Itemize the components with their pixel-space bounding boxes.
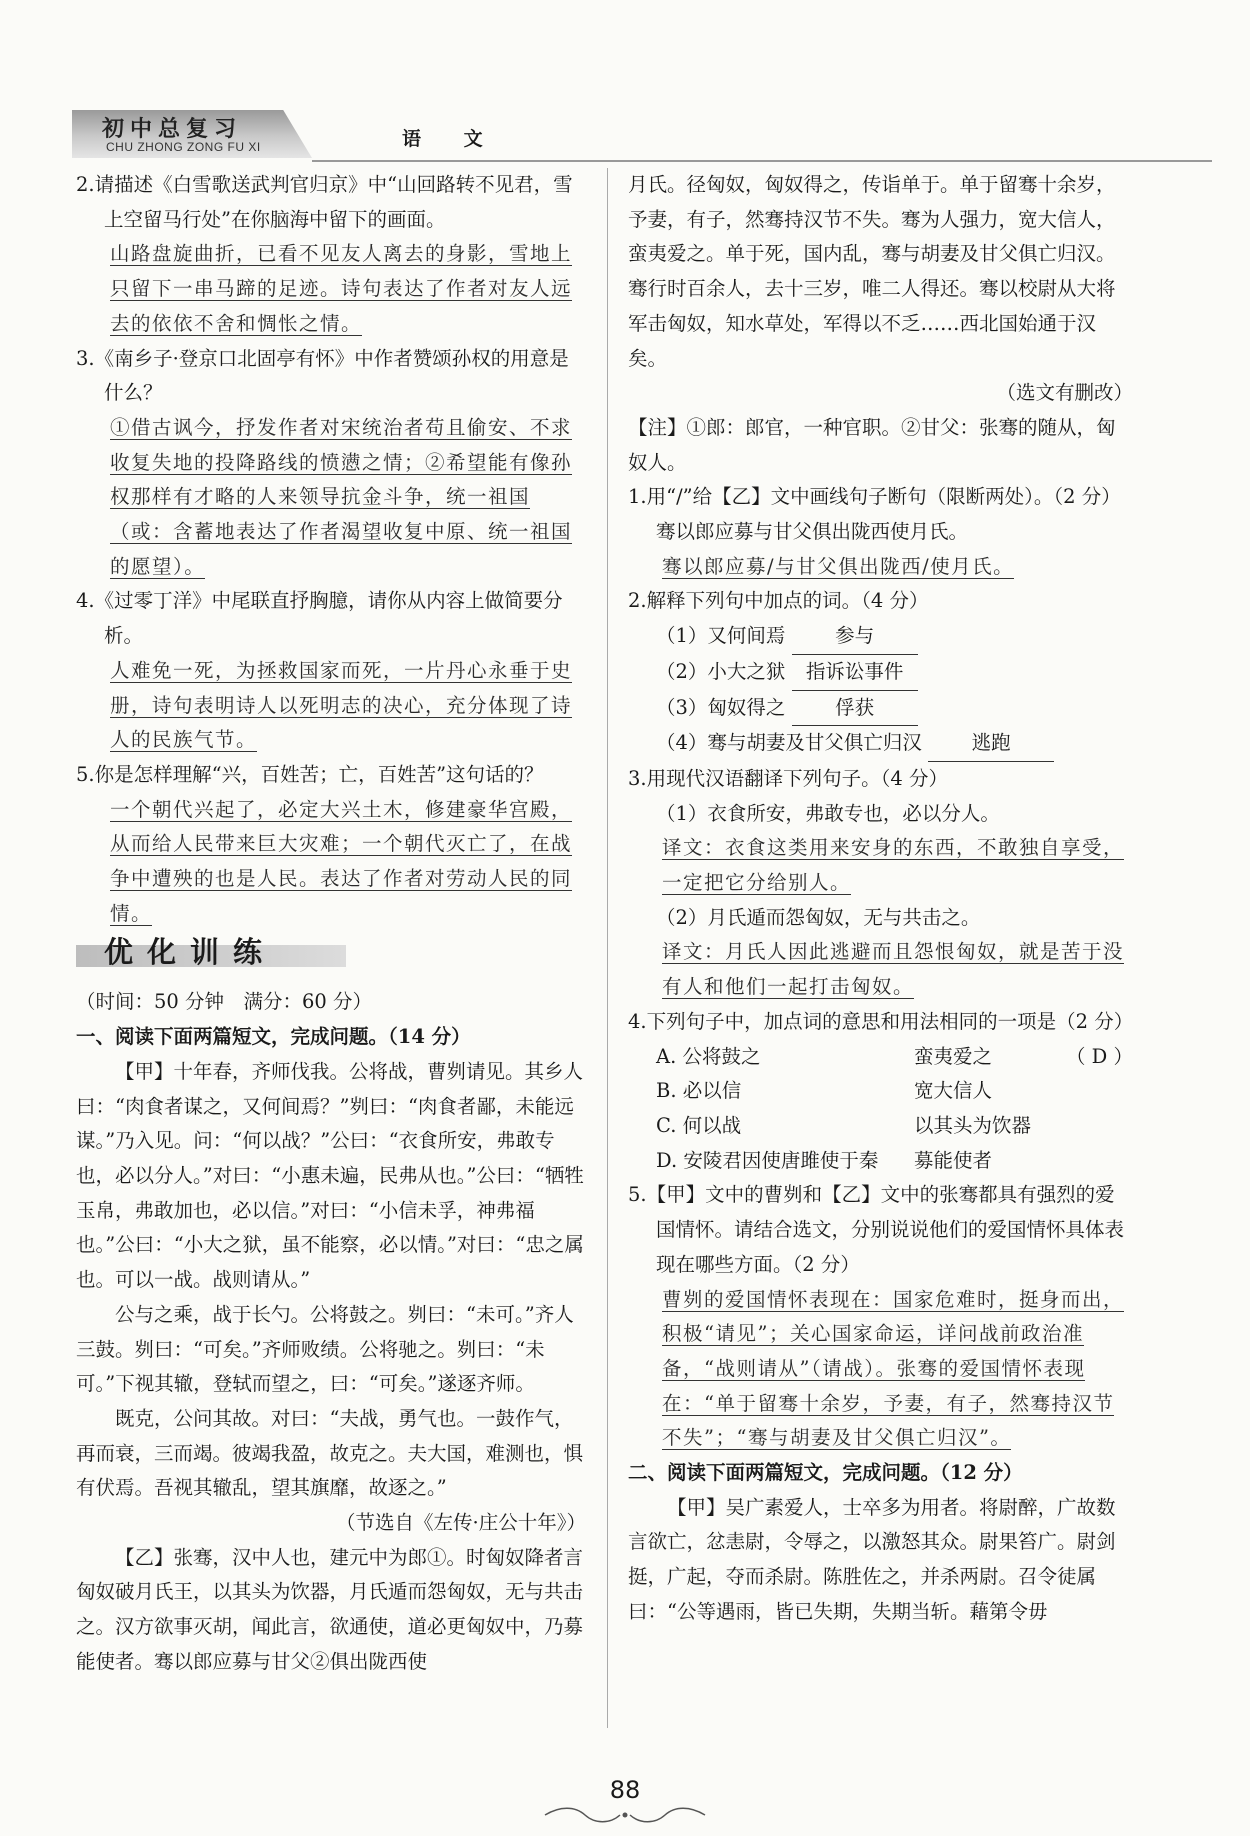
header-subject: 语 文: [402, 128, 501, 150]
right-answer-1-text: 骞以郎应募/与甘父俱出陇西/使月氏。: [662, 554, 1015, 578]
passage-jia-source: （节选自《左传·庄公十年》）: [336, 1511, 586, 1535]
header-title: 初中总复习: [102, 116, 243, 142]
right-question-5: 5.【甲】文中的曹刿和【乙】文中的张骞都具有强烈的爱国情怀。请结合选文，分别说说他们的爱国情怀具体表现在哪些方面。（2 分）: [628, 1183, 1125, 1276]
passage-yi-source: （选文有删改）: [996, 381, 1133, 405]
question-4: 4.《过零丁洋》中尾联直抒胸臆，请你从内容上做简要分析。: [76, 589, 563, 648]
answer-2: [104, 237, 586, 341]
right-column: [628, 168, 1133, 1630]
right-q3-translation-1: [656, 831, 1133, 900]
answer-4: [104, 654, 586, 758]
option-a: D. 安陵君因使唐雎使于秦: [656, 1148, 879, 1172]
right-answer-5: [656, 1283, 1133, 1457]
answer-3-text: ①借古讽今，抒发作者对宋统治者苟且偷安、不求收复失地的投降路线的愤懑之情；②希望能有像孙权那样有才略的人来领导抗金斗争，统一祖国（或：含蓄地表达了作者渴望收复中原、统一祖国的愿望）。: [110, 415, 573, 578]
question-2: 2.请描述《白雪歌送武判官归京》中“山回路转不见君，雪上空留马行处”在你脑海中留下的画面。: [76, 173, 573, 231]
right-q3-sentence-2: （2）月氏遁而怨匈奴，无与共击之。: [656, 905, 981, 929]
option-b: 以其头为饮器: [914, 1113, 1032, 1137]
note: 【注】①郎：郎官，一种官职。②甘父：张骞的随从，匈奴人。: [628, 415, 1116, 474]
time-info: （时间：50 分钟 满分：60 分）: [76, 990, 373, 1014]
footer-ornament-icon: [540, 1804, 710, 1826]
answer-4-text: 人难免一死，为拯救国家而死，一片丹心永垂于史册，诗句表明诗人以死明志的决心，充分体现了诗人的民族气节。: [110, 658, 573, 752]
passage-yi-cont: 月氏。径匈奴，匈奴得之，传诣单于。单于留骞十余岁，予妻，有子，然骞持汉节不失。骞为人强力，宽大信人，蛮夷爱之。单于死，国内乱，骞与胡妻及甘父俱亡归汉。骞行时百余人，去十三岁，唯二人得还。骞以校尉从大将军击匈奴，知水草处，军得以不乏……西北国始通于汉矣。: [628, 173, 1116, 370]
right-answer-1: [656, 550, 1133, 585]
passage-yi-p1: 【乙】张骞，汉中人也，建元中为郎①。时匈奴降者言匈奴破月氏王，以其头为饮器，月氏遁而怨匈奴，无与共击之。汉方欲事灭胡，闻此言，欲通使，道必更匈奴中，乃募能使者。骞以郎应募与甘父②俱出陇西使: [76, 1545, 584, 1673]
header-pinyin: CHU ZHONG ZONG FU XI: [106, 140, 261, 154]
right-q3-sentence-1: （1）衣食所安，弗敢专也，必以分人。: [656, 801, 1000, 825]
part2-passage-jia: 【甲】吴广素爱人，士卒多为用者。将尉醉，广故数言欲亡，忿恚尉，令辱之，以激怒其众。尉果笞广。尉剑挺，广起，夺而杀尉。陈胜佐之，并杀两尉。召令徒属曰：“公等遇雨，皆已失期，失期当斩。藉第令毋: [628, 1495, 1116, 1623]
option-b: 蛮夷爱之: [914, 1044, 993, 1068]
passage-jia-p2: 公与之乘，战于长勺。公将鼓之。刿曰：“未可。”齐人三鼓。刿曰：“可矣。”齐师败绩。公将驰之。刿曰：“未可。”下视其辙，登轼而望之，曰：“可矣。”遂逐齐师。: [76, 1302, 574, 1396]
passage-jia-p1: 【甲】十年春，齐师伐我。公将战，曹刿请见。其乡人曰：“肉食者谋之，又何间焉？”刿曰：“肉食者鄙，未能远谋。”乃入见。问：“何以战？”公曰：“衣食所安，弗敢专也，必以分人。”对曰：“小惠未遍，民弗从也。”公曰：“牺牲玉帛，弗敢加也，必以信。”对曰：“小信未孚，神弗福也。”公曰：“小大之狱，虽不能察，必以情。”对曰：“忠之属也。可以一战。战则请从。”: [76, 1059, 584, 1292]
right-q2-item: [628, 655, 1133, 691]
right-q2-item: [628, 691, 1133, 727]
right-answer-5-text: 曹刿的爱国情怀表现在：国家危难时，挺身而出，积极“请见”；关心国家命运，详问战前政治准备，“战则请从”（请战）。张骞的爱国情怀表现在：“单于留骞十余岁，予妻，有子，然骞持汉节不失”；“骞与胡妻及甘父俱亡归汉”。: [662, 1287, 1125, 1450]
right-q2-label: （2）小大之狱: [656, 659, 786, 683]
option-row: [628, 1074, 1133, 1109]
part1-heading: 一、阅读下面两篇短文，完成问题。（14 分）: [76, 1025, 471, 1049]
section-title-text: 优化训练: [104, 935, 277, 970]
question-3: 3.《南乡子·登京口北固亭有怀》中作者赞颂孙权的用意是什么？: [76, 346, 569, 405]
option-b: 宽大信人: [914, 1079, 993, 1103]
column-divider: [607, 168, 608, 1728]
right-q3-translation-2: [656, 935, 1133, 1004]
right-question-3: 3.用现代汉语翻译下列句子。（4 分）: [628, 766, 948, 790]
right-question-4-answer: （ D ）: [1065, 1044, 1133, 1068]
right-q2-answer: 逃跑: [928, 726, 1054, 762]
right-q2-label: （4）骞与胡妻及甘父俱亡归汉: [656, 731, 922, 755]
page-number: 88: [609, 1776, 641, 1804]
right-q3-translation-2-text: 译文：月氏人因此逃避而且怨恨匈奴，就是苦于没有人和他们一起打击匈奴。: [662, 940, 1125, 999]
right-q2-answer: 指诉讼事件: [792, 655, 918, 691]
option-row: [628, 1144, 1133, 1179]
right-question-4-text: 4.下列句子中，加点词的意思和用法相同的一项是（2 分）: [628, 1009, 1134, 1033]
option-row: [628, 1109, 1133, 1144]
option-b: 募能使者: [914, 1148, 993, 1172]
right-q1-sentence: 骞以郎应募与甘父俱出陇西使月氏。: [656, 520, 969, 544]
option-a: A. 公将鼓之: [656, 1044, 761, 1068]
header-rule: [312, 160, 1212, 162]
option-a: B. 必以信: [656, 1079, 742, 1103]
right-question-2: 2.解释下列句中加点的词。（4 分）: [628, 589, 929, 613]
answer-3: [104, 411, 586, 585]
right-q2-label: （1）又何间焉: [656, 624, 786, 648]
left-column: [76, 168, 586, 1680]
right-q2-label: （3）匈奴得之: [656, 695, 786, 719]
answer-2-text: 山路盘旋曲折，已看不见友人离去的身影，雪地上只留下一串马蹄的足迹。诗句表达了作者对友人远去的依依不舍和惆怅之情。: [110, 242, 573, 335]
right-q2-item: [628, 619, 1133, 655]
page-header: [72, 110, 1132, 162]
right-q2-item: [628, 726, 1133, 762]
right-q3-translation-1-text: 译文：衣食这类用来安身的东西，不敢独自享受，一定把它分给别人。: [662, 836, 1125, 895]
page-footer: [0, 1776, 1250, 1826]
question-5: 5.你是怎样理解“兴，百姓苦；亡，百姓苦”这句话的？: [76, 762, 544, 786]
section-title: [76, 935, 586, 979]
passage-jia-p3: 既克，公问其故。对曰：“夫战，勇气也。一鼓作气，再而衰，三而竭。彼竭我盈，故克之。夫大国，难测也，惧有伏焉。吾视其辙乱，望其旗靡，故逐之。”: [76, 1406, 584, 1500]
part2-heading: 二、阅读下面两篇短文，完成问题。（12 分）: [628, 1461, 1023, 1485]
option-a: C. 何以战: [656, 1113, 742, 1137]
right-q2-answer: 参与: [792, 619, 918, 655]
answer-5-text: 一个朝代兴起了，必定大兴土木，修建豪华宫殿，从而给人民带来巨大灾难；一个朝代灭亡了，在战争中遭殃的也是人民。表达了作者对劳动人民的同情。: [110, 797, 573, 925]
right-q2-answer: 俘获: [792, 691, 918, 727]
right-question-1: 1.用“/”给【乙】文中画线句子断句（限断两处）。（2 分）: [628, 485, 1121, 509]
option-row: [628, 1040, 1094, 1075]
answer-5: [104, 793, 586, 932]
